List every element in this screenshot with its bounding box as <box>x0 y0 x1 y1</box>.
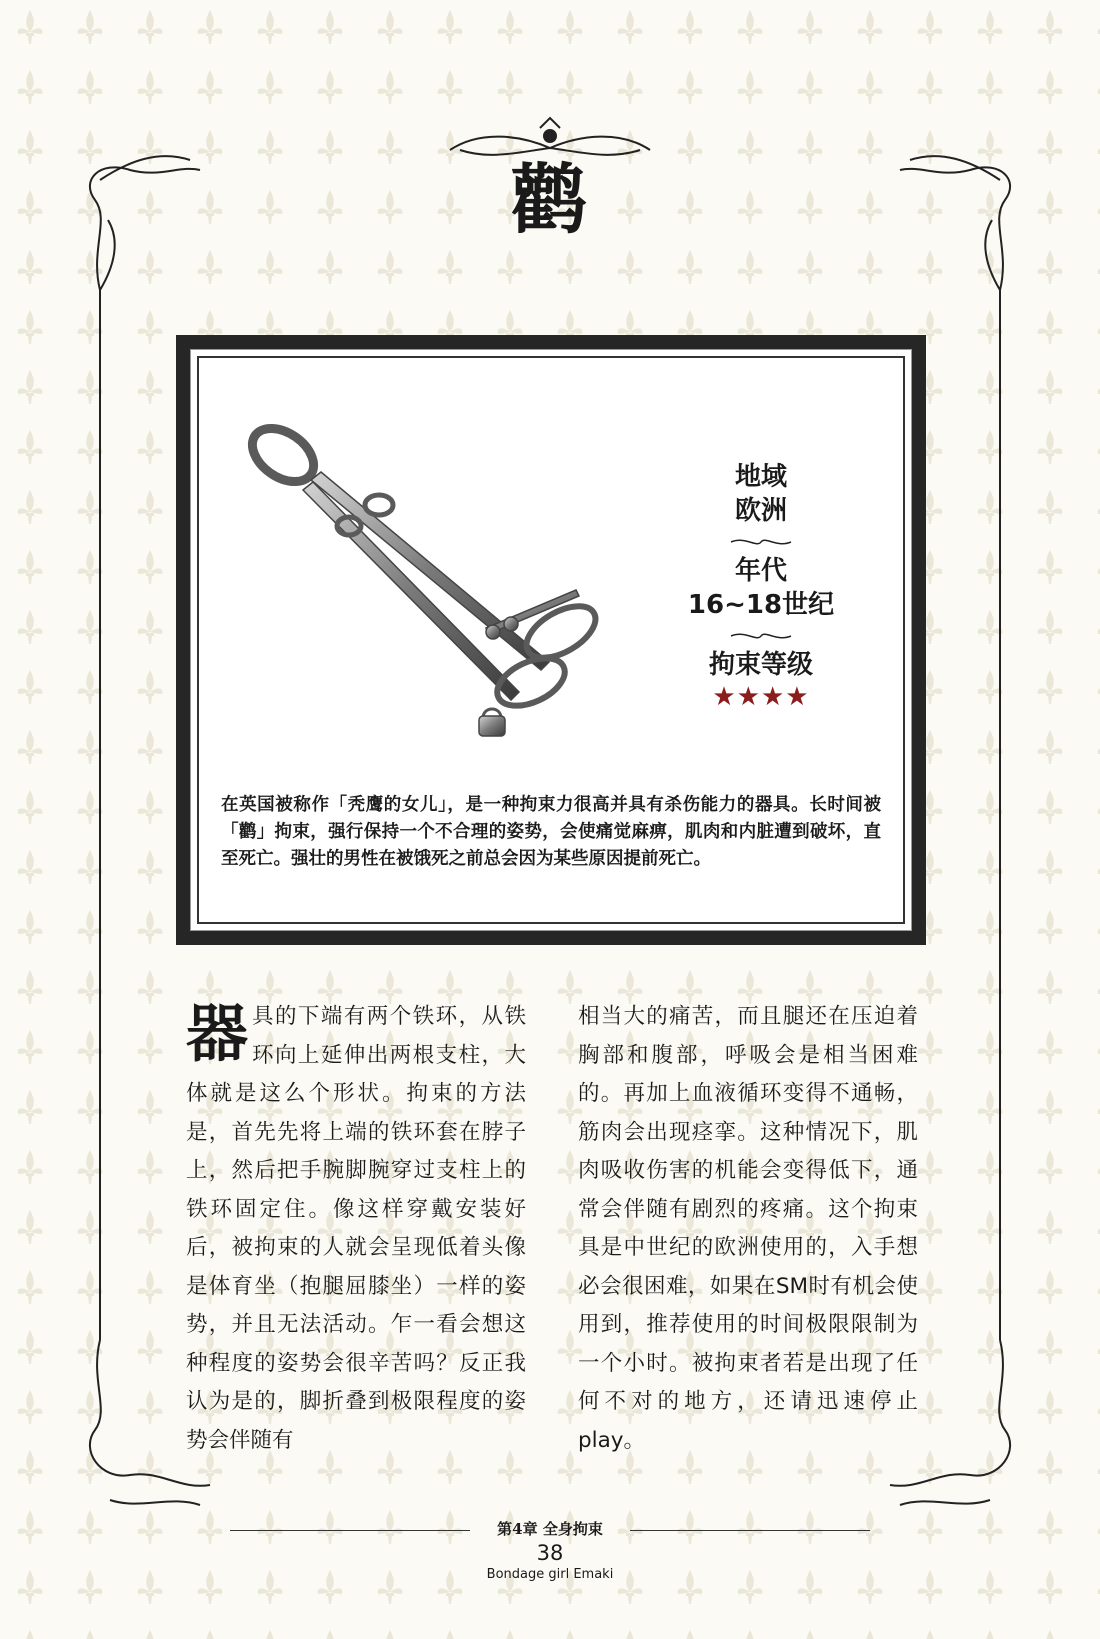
attribute-panel <box>661 460 861 712</box>
stork-device-illustration <box>231 400 621 740</box>
era-value: 16~18世纪 <box>687 590 835 620</box>
region-label: 地域 <box>734 462 787 492</box>
book-title: Bondage girl Emaki <box>486 1567 614 1582</box>
body-text-left: 具的下端有两个铁环，从铁环向上延伸出两根支柱，大体就是这么个形状。拘束的方法是，首先先将上端的铁环套在脖子上，然后把手腕脚腕穿过支柱上的铁环固定住。像这样穿戴安装好后，被拘束的人就会呈现低着头像是体育坐（抱腿屈膝坐）一样的姿势，并且无法活动。乍一看会想这种程度的姿势会很辛苦吗？反正我认为是的，脚折叠到极限程度的姿势会伴随有 <box>186 1004 526 1453</box>
restraint-level-stars: ★★★★ <box>712 682 810 712</box>
info-card <box>176 335 926 945</box>
body-column-right <box>578 998 918 1460</box>
page-title: 鹳 <box>511 155 589 244</box>
era-label: 年代 <box>734 556 787 586</box>
region-value: 欧洲 <box>734 496 787 526</box>
page-footer <box>0 1518 1100 1582</box>
page-number: 38 <box>536 1541 564 1565</box>
chapter-label: 第4章 全身拘束 <box>497 1520 603 1538</box>
body-text-right: 相当大的痛苦，而且腿还在压迫着胸部和腹部，呼吸会是相当困难的。再加上血液循环变得不通畅，筋肉会出现痉挛。这种情况下，肌肉吸收伤害的机能会变得低下，通常会伴随有剧烈的疼痛。这个拘束具是中世纪的欧洲使用的，入手想必会很困难，如果在SM时有机会使用到，推荐使用的时间极限限制为一个小时。被拘束者若是出现了任何不对的地方，还请迅速停止play。 <box>578 1004 918 1453</box>
info-card-panel <box>190 349 912 931</box>
flourish-divider-icon <box>729 536 793 548</box>
body-column-left <box>186 998 526 1460</box>
restraint-level-label: 拘束等级 <box>708 650 813 680</box>
flourish-divider-icon <box>729 630 793 642</box>
drop-cap: 器 <box>186 997 249 1070</box>
device-description: 在英国被称作「秃鹰的女儿」，是一种拘束力很高并具有杀伤能力的器具。长时间被「鹳」拘束，强行保持一个不合理的姿势，会使痛觉麻痹，肌肉和内脏遭到破坏，直至死亡。强壮的男性在被饿死之前总会因为某些原因提前死亡。 <box>221 795 881 869</box>
